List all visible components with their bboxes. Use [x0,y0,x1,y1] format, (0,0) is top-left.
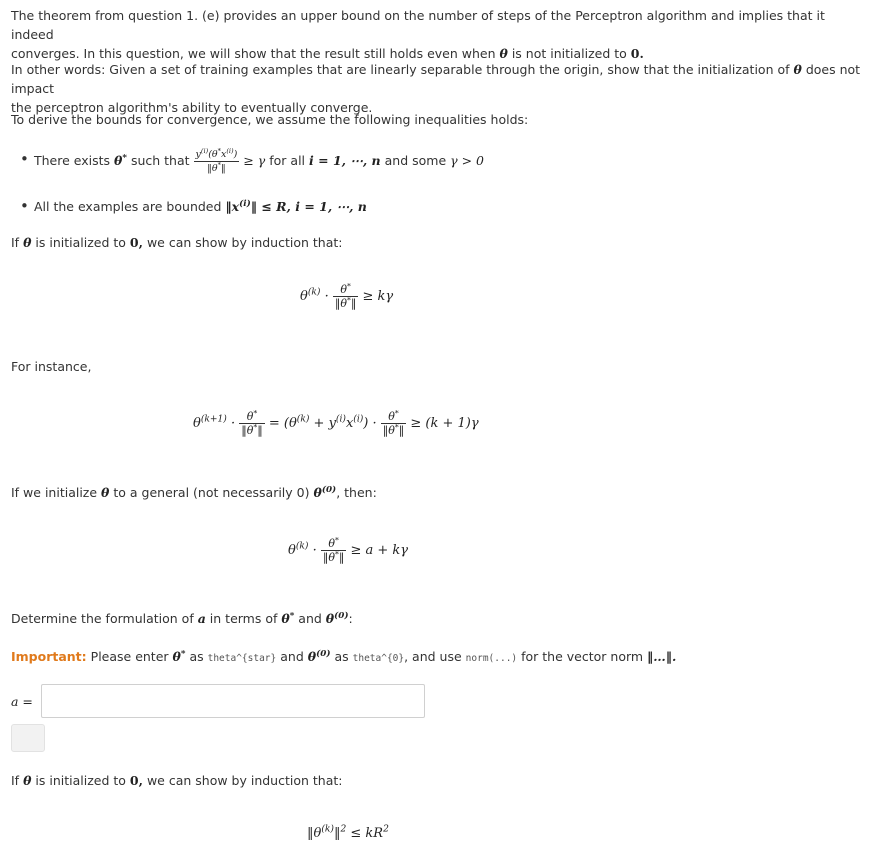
for-instance-label: For instance, [11,359,92,374]
answer-input[interactable] [41,684,425,718]
determine-formulation: Determine the formulation of a in terms of θ* and $\theta^{(0)}$: [11,610,353,626]
answer-label: a = [11,694,33,709]
general-init-intro: If we initialize θ to a general (not necessarily 0) $\theta^{(0)}$, then: [11,484,377,500]
bullet-dot: • [20,197,29,215]
bullet-dot: • [20,150,29,168]
equation-upper-bound: $‖\theta^{(k)}‖^2 \le kR^2$ [307,824,389,841]
equation-induction-step: $\theta^{(k+1)}$ · $\frac{\theta^*}{‖\theta^*‖}$ = $(\theta^{(k)} + y^{(i)}x^{(i)})$ · $\frac{\theta^*}{‖\theta^*‖}$ ≥ (k + 1)γ [193,408,479,437]
preview-button[interactable] [11,724,45,752]
theta-zero: $\theta^{(0)}$ [325,610,349,626]
equation-lower-bound-general-init: $\theta^{(k)}$ · $\frac{\theta^*}{‖\theta^*‖}$ ≥ a + kγ [288,535,409,564]
assumptions-intro: To derive the bounds for convergence, we assume the following inequalities holds: [11,112,529,127]
theta-zero: $\theta^{(0)}$ [307,648,331,664]
equation-lower-bound-zero-init: $\theta^{(k)}$ · $\frac{\theta^*}{‖\theta^*‖}$ ≥ kγ [300,281,394,310]
bullet-bounded: All the examples are bounded $‖x^{(i)}‖ \le R$, i = 1, ⋯, n [34,198,367,214]
theta-zero: $\theta^{(0)}$ [313,484,337,500]
restatement-paragraph: In other words: Given a set of training examples that are linearly separable through the origin, show that the initialization of θ does not impact the perceptron algorithm's ability to eventually converge. [11,62,861,115]
theta-star: θ* [114,152,127,168]
induction-intro-1: If θ is initialized to 0, we can show by induction that: [11,235,343,250]
theta-star: θ* [281,610,295,626]
theta-star: θ* [172,648,186,664]
margin-fraction: $\frac{y^{(i)}(\theta^*x^{(i)})}{‖\theta^*‖}$ [195,146,238,174]
intro-paragraph: The theorem from question 1. (e) provides an upper bound on the number of steps of the Perceptron algorithm and implies that it indeed converges. In this question, we will show that the result still holds even when θ is not initialized to 0. [11,8,825,61]
important-note: Important: Please enter θ* as theta^{star} and $\theta^{(0)}$ as theta^{0}, and use norm(...) for the vector norm ‖…‖. [11,648,677,664]
bullet-separability: There exists θ* such that $\frac{y^{(i)}(\theta^*x^{(i)})}{‖\theta^*‖}$ ≥ γ for all i = 1, ⋯, n and some γ > 0 [34,146,484,174]
bound-expression: $‖x^{(i)}‖ \le R$, i = 1, ⋯, n [225,198,367,214]
induction-intro-2: If θ is initialized to 0, we can show by induction that: [11,773,343,788]
